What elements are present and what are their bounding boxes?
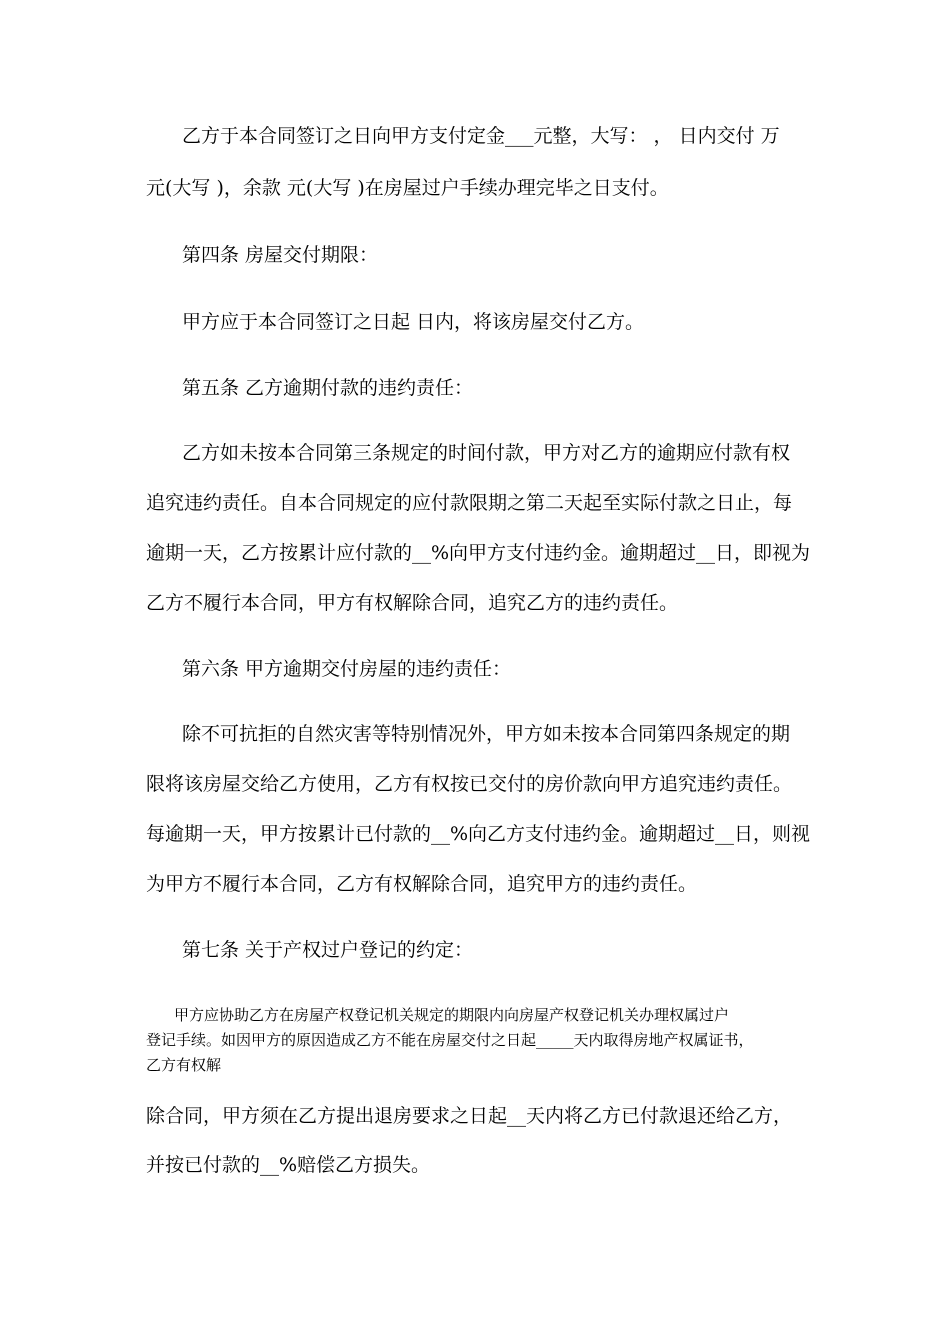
article-5-line-1: 乙方如未按本合同第三条规定的时间付款，甲方对乙方的逾期应付款有权 — [182, 442, 791, 464]
article-7-small-line-3: 乙方有权解 — [146, 1056, 222, 1074]
article-7-small-line-1: 甲方应协助乙方在房屋产权登记机关规定的期限内向房屋产权登记机关办理权属过户 — [174, 1006, 730, 1024]
article-4-body: 甲方应于本合同签订之日起 日内，将该房屋交付乙方。 — [182, 311, 645, 333]
article-5-line-4: 乙方不履行本合同，甲方有权解除合同，追究乙方的违约责任。 — [146, 592, 679, 614]
article-5-line-3: 逾期一天，乙方按累计应付款的__%向甲方支付违约金。逾期超过__日，即视为 — [146, 542, 811, 564]
article-7-line-4: 除合同，甲方须在乙方提出退房要求之日起__天内将乙方已付款退还给乙方， — [146, 1105, 793, 1127]
article-4-heading: 第四条 房屋交付期限： — [182, 244, 379, 266]
deposit-paragraph-line-1: 乙方于本合同签订之日向甲方支付定金___元整，大写： ， 日内交付 万 — [182, 125, 780, 147]
article-6-heading: 第六条 甲方逾期交付房屋的违约责任： — [182, 658, 512, 680]
article-6-line-2: 限将该房屋交给乙方使用，乙方有权按已交付的房价款向甲方追究违约责任。 — [146, 773, 793, 795]
article-5-heading: 第五条 乙方逾期付款的违约责任： — [182, 377, 474, 399]
article-7-small-line-2: 登记手续。如因甲方的原因造成乙方不能在房屋交付之日起_____天内取得房地产权属证书， — [146, 1031, 754, 1049]
article-6-line-1: 除不可抗拒的自然灾害等特别情况外，甲方如未按本合同第四条规定的期 — [182, 723, 791, 745]
article-5-line-2: 追究违约责任。自本合同规定的应付款限期之第二天起至实际付款之日止，每 — [146, 492, 793, 514]
article-7-heading: 第七条 关于产权过户登记的约定： — [182, 939, 474, 961]
article-6-line-4: 为甲方不履行本合同，乙方有权解除合同，追究甲方的违约责任。 — [146, 873, 698, 895]
article-7-line-5: 并按已付款的__%赔偿乙方损失。 — [146, 1154, 431, 1176]
deposit-paragraph-line-2: 元(大写 )，余款 元(大写 )在房屋过户手续办理完毕之日支付。 — [146, 177, 669, 199]
article-6-line-3: 每逾期一天，甲方按累计已付款的__%向乙方支付违约金。逾期超过__日，则视 — [146, 823, 811, 845]
